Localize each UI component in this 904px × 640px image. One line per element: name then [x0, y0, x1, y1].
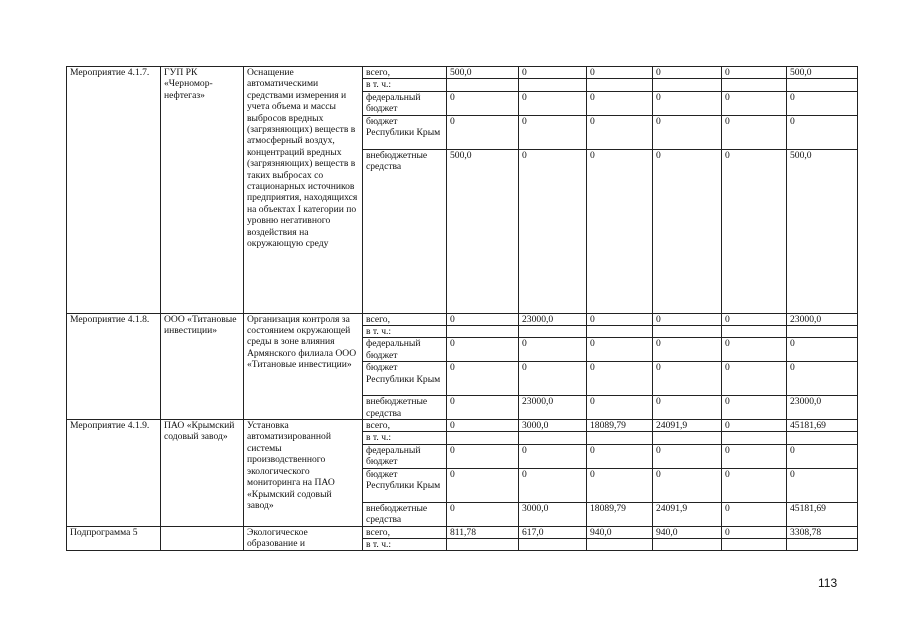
- amount-cell: [653, 79, 722, 91]
- amount-cell: [587, 538, 653, 550]
- page-number: 113: [818, 576, 838, 590]
- amount-cell: 0: [653, 338, 722, 362]
- amount-cell: 0: [587, 91, 653, 115]
- amount-cell: 0: [447, 91, 519, 115]
- amount-cell: [519, 538, 587, 550]
- amount-cell: 0: [447, 338, 519, 362]
- amount-cell: [447, 326, 519, 338]
- amount-cell: 0: [653, 444, 722, 468]
- event-name: Мероприятие 4.1.8.: [67, 313, 161, 419]
- amount-cell: 0: [722, 67, 787, 79]
- amount-cell: 0: [787, 362, 858, 396]
- table-row: [67, 526, 858, 538]
- amount-cell: 0: [519, 67, 587, 79]
- amount-cell: [653, 538, 722, 550]
- amount-cell: 0: [653, 149, 722, 313]
- funding-source-label: внебюджетные средства: [363, 502, 447, 526]
- amount-cell: [787, 432, 858, 444]
- amount-cell: [722, 432, 787, 444]
- amount-cell: 0: [787, 338, 858, 362]
- amount-cell: 0: [653, 468, 722, 502]
- amount-cell: 0: [722, 526, 787, 538]
- amount-cell: 3000,0: [519, 420, 587, 432]
- amount-cell: 0: [447, 313, 519, 325]
- amount-cell: [722, 538, 787, 550]
- amount-cell: 0: [587, 396, 653, 420]
- amount-cell: 23000,0: [519, 313, 587, 325]
- funding-source-label: в т. ч.:: [363, 326, 447, 338]
- amount-cell: 0: [653, 396, 722, 420]
- event-name: Подпрограмма 5: [67, 526, 161, 551]
- amount-cell: 0: [587, 444, 653, 468]
- amount-cell: [447, 79, 519, 91]
- event-executor: ООО «Титановые инвестиции»: [161, 313, 244, 419]
- amount-cell: [787, 538, 858, 550]
- event-executor: ГУП РК «Черномор-нефтегаз»: [161, 67, 244, 314]
- funding-source-label: внебюджетные средства: [363, 396, 447, 420]
- amount-cell: 0: [722, 444, 787, 468]
- amount-cell: 0: [722, 115, 787, 149]
- table-row: [67, 420, 858, 432]
- funding-source-label: в т. ч.:: [363, 538, 447, 550]
- event-name: Мероприятие 4.1.7.: [67, 67, 161, 314]
- amount-cell: 0: [722, 149, 787, 313]
- amount-cell: [519, 326, 587, 338]
- amount-cell: 0: [722, 420, 787, 432]
- funding-source-label: всего,: [363, 67, 447, 79]
- amount-cell: [519, 432, 587, 444]
- amount-cell: 0: [447, 468, 519, 502]
- amount-cell: 0: [587, 115, 653, 149]
- amount-cell: 3308,78: [787, 526, 858, 538]
- amount-cell: 0: [519, 444, 587, 468]
- amount-cell: 500,0: [447, 149, 519, 313]
- amount-cell: 0: [722, 396, 787, 420]
- amount-cell: 0: [519, 338, 587, 362]
- amount-cell: 0: [722, 91, 787, 115]
- amount-cell: [787, 326, 858, 338]
- amount-cell: 23000,0: [519, 396, 587, 420]
- amount-cell: 0: [519, 149, 587, 313]
- event-executor: ПАО «Крымский содовый завод»: [161, 420, 244, 526]
- amount-cell: 0: [447, 444, 519, 468]
- amount-cell: 940,0: [587, 526, 653, 538]
- amount-cell: 0: [519, 362, 587, 396]
- amount-cell: 0: [787, 91, 858, 115]
- table-row: [67, 313, 858, 325]
- amount-cell: [519, 79, 587, 91]
- amount-cell: 0: [587, 338, 653, 362]
- funding-source-label: внебюджетные средства: [363, 149, 447, 313]
- amount-cell: 0: [722, 502, 787, 526]
- amount-cell: [587, 326, 653, 338]
- funding-source-label: федеральный бюджет: [363, 338, 447, 362]
- amount-cell: 0: [587, 67, 653, 79]
- amount-cell: 0: [653, 362, 722, 396]
- amount-cell: 500,0: [787, 149, 858, 313]
- amount-cell: [722, 79, 787, 91]
- amount-cell: 0: [787, 444, 858, 468]
- amount-cell: 0: [787, 468, 858, 502]
- amount-cell: 0: [722, 338, 787, 362]
- event-description: Организация контроля за состоянием окружающей среды в зоне влияния Армянского филиала ООО «Титановые инвестиции»: [244, 313, 363, 419]
- amount-cell: 24091,9: [653, 502, 722, 526]
- amount-cell: [787, 79, 858, 91]
- funding-source-label: всего,: [363, 526, 447, 538]
- amount-cell: 45181,69: [787, 420, 858, 432]
- amount-cell: 0: [653, 313, 722, 325]
- amount-cell: [653, 326, 722, 338]
- event-name: Мероприятие 4.1.9.: [67, 420, 161, 526]
- amount-cell: 18089,79: [587, 502, 653, 526]
- amount-cell: 617,0: [519, 526, 587, 538]
- event-executor: [161, 526, 244, 551]
- funding-source-label: федеральный бюджет: [363, 444, 447, 468]
- funding-source-label: в т. ч.:: [363, 79, 447, 91]
- amount-cell: [587, 432, 653, 444]
- amount-cell: [587, 79, 653, 91]
- amount-cell: 0: [447, 502, 519, 526]
- amount-cell: 45181,69: [787, 502, 858, 526]
- amount-cell: 0: [587, 313, 653, 325]
- amount-cell: 0: [447, 362, 519, 396]
- table-row: [67, 67, 858, 79]
- event-description: Экологическое образование и: [244, 526, 363, 551]
- amount-cell: 0: [653, 115, 722, 149]
- amount-cell: 940,0: [653, 526, 722, 538]
- amount-cell: 23000,0: [787, 396, 858, 420]
- amount-cell: 0: [587, 362, 653, 396]
- funding-source-label: всего,: [363, 313, 447, 325]
- amount-cell: 0: [519, 468, 587, 502]
- amount-cell: [722, 326, 787, 338]
- funding-source-label: бюджет Республики Крым: [363, 468, 447, 502]
- amount-cell: 0: [722, 313, 787, 325]
- amount-cell: 0: [447, 115, 519, 149]
- amount-cell: 0: [587, 468, 653, 502]
- amount-cell: 500,0: [787, 67, 858, 79]
- funding-table: [66, 66, 858, 551]
- amount-cell: 0: [519, 115, 587, 149]
- amount-cell: 3000,0: [519, 502, 587, 526]
- amount-cell: 0: [447, 420, 519, 432]
- funding-source-label: бюджет Республики Крым: [363, 115, 447, 149]
- funding-source-label: федеральный бюджет: [363, 91, 447, 115]
- funding-source-label: в т. ч.:: [363, 432, 447, 444]
- amount-cell: 0: [653, 67, 722, 79]
- amount-cell: 0: [722, 362, 787, 396]
- amount-cell: 0: [447, 396, 519, 420]
- amount-cell: 24091,9: [653, 420, 722, 432]
- amount-cell: [447, 432, 519, 444]
- amount-cell: 0: [787, 115, 858, 149]
- amount-cell: 0: [653, 91, 722, 115]
- event-description: Оснащение автоматическими средствами измерения и учета объема и массы выбросов вредных (загрязняющих) веществ в атмосферный воздух, концентраций вредных (загрязняющих) веществ в таких выбросах со стационарных источников предприятия, находящихся на объектах I категории по уровню негативного воздействия на окружающую среду: [244, 67, 363, 314]
- funding-source-label: всего,: [363, 420, 447, 432]
- amount-cell: 18089,79: [587, 420, 653, 432]
- amount-cell: 0: [722, 468, 787, 502]
- amount-cell: 500,0: [447, 67, 519, 79]
- amount-cell: 23000,0: [787, 313, 858, 325]
- amount-cell: 0: [519, 91, 587, 115]
- amount-cell: 811,78: [447, 526, 519, 538]
- amount-cell: [447, 538, 519, 550]
- funding-source-label: бюджет Республики Крым: [363, 362, 447, 396]
- amount-cell: [653, 432, 722, 444]
- event-description: Установка автоматизированной системы производственного экологического мониторинга на ПАО «Крымский содовый завод»: [244, 420, 363, 526]
- amount-cell: 0: [587, 149, 653, 313]
